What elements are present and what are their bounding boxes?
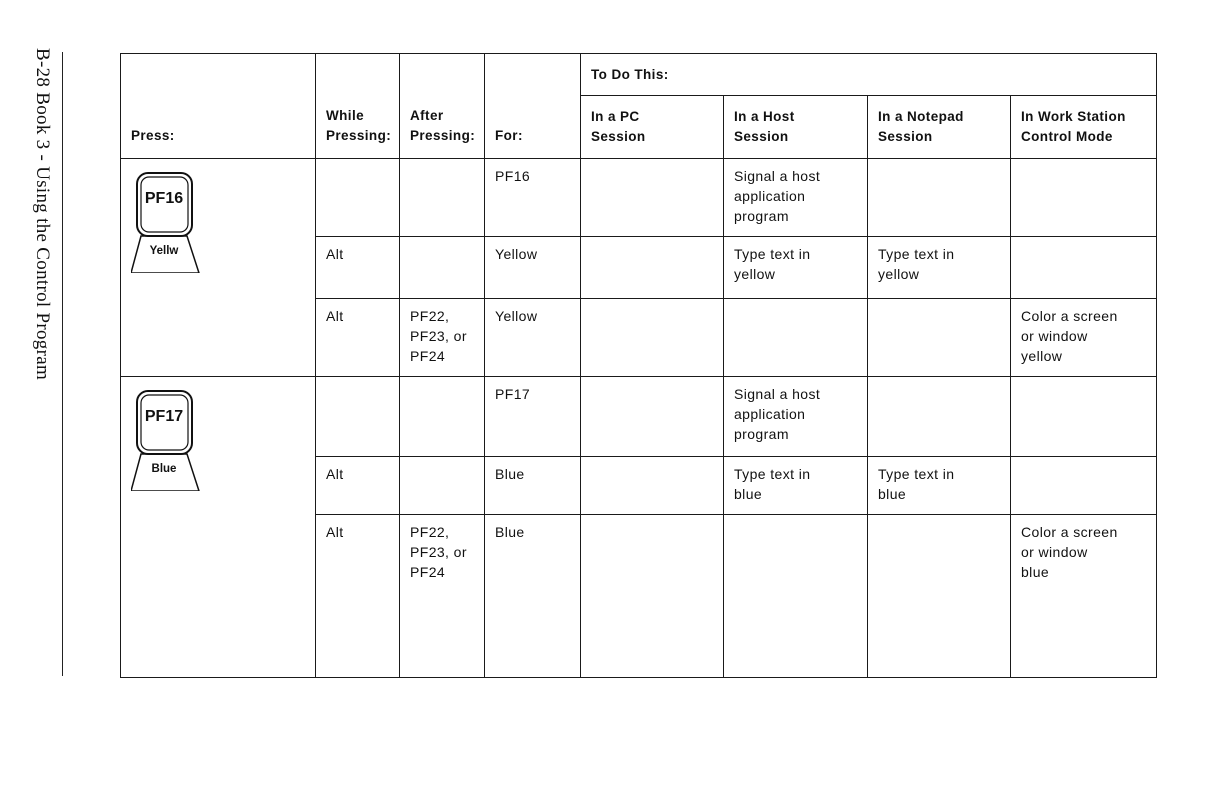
cell-host <box>724 515 868 678</box>
cell-host: Type text in blue <box>724 457 868 515</box>
header-while-pressing: While Pressing: <box>316 54 400 159</box>
cell-while <box>316 159 400 237</box>
cell-after: PF22, PF23, or PF24 <box>400 515 485 678</box>
header-to-do-this: To Do This: <box>581 54 1157 96</box>
pf16-key-color-label: Yellw <box>149 245 179 257</box>
cell-notepad: Type text in blue <box>868 457 1011 515</box>
table-row <box>121 159 1157 237</box>
cell-host: Signal a host application program <box>724 159 868 237</box>
cell-pc <box>581 299 724 377</box>
cell-ws: Color a screen or window yellow <box>1011 299 1157 377</box>
pf17-key-icon <box>131 389 201 491</box>
cell-host: Type text in yellow <box>724 237 868 299</box>
cell-for: Yellow <box>485 299 581 377</box>
cell-while: Alt <box>316 237 400 299</box>
cell-host: Signal a host application program <box>724 377 868 457</box>
running-head <box>22 48 62 568</box>
header-row-1 <box>121 54 1157 96</box>
header-host-session: In a Host Session <box>724 96 868 159</box>
running-head-text: B-28 Book 3 - Using the Control Program <box>32 48 53 381</box>
cell-host <box>724 299 868 377</box>
cell-pc <box>581 377 724 457</box>
cell-pc <box>581 515 724 678</box>
header-pc-session: In a PC Session <box>581 96 724 159</box>
cell-for: Yellow <box>485 237 581 299</box>
header-press: Press: <box>121 54 316 159</box>
cell-for: PF16 <box>485 159 581 237</box>
header-notepad-session: In a Notepad Session <box>868 96 1011 159</box>
cell-ws <box>1011 377 1157 457</box>
cell-pc <box>581 237 724 299</box>
pf17-key-color-label: Blue <box>151 463 177 475</box>
cell-while: Alt <box>316 515 400 678</box>
cell-notepad <box>868 299 1011 377</box>
cell-ws <box>1011 159 1157 237</box>
cell-pc <box>581 159 724 237</box>
cell-after <box>400 159 485 237</box>
cell-after <box>400 377 485 457</box>
header-for: For: <box>485 54 581 159</box>
press-cell-pf17 <box>121 377 316 678</box>
cell-pc <box>581 457 724 515</box>
cell-for: Blue <box>485 515 581 678</box>
pf17-key-label: PF17 <box>144 408 184 425</box>
cell-notepad <box>868 377 1011 457</box>
press-cell-pf16 <box>121 159 316 377</box>
cell-while: Alt <box>316 457 400 515</box>
cell-after <box>400 237 485 299</box>
cell-after: PF22, PF23, or PF24 <box>400 299 485 377</box>
header-after-pressing: After Pressing: <box>400 54 485 159</box>
cell-ws <box>1011 457 1157 515</box>
cell-for: Blue <box>485 457 581 515</box>
cell-ws <box>1011 237 1157 299</box>
cell-notepad: Type text in yellow <box>868 237 1011 299</box>
cell-notepad <box>868 159 1011 237</box>
margin-rule <box>62 52 63 676</box>
header-work-station-mode: In Work Station Control Mode <box>1011 96 1157 159</box>
pf16-key-label: PF16 <box>144 190 184 207</box>
cell-ws: Color a screen or window blue <box>1011 515 1157 678</box>
cell-while: Alt <box>316 299 400 377</box>
table-row <box>121 377 1157 457</box>
cell-for: PF17 <box>485 377 581 457</box>
cell-while <box>316 377 400 457</box>
key-function-table <box>120 53 1157 678</box>
cell-after <box>400 457 485 515</box>
pf16-key-icon <box>131 171 201 273</box>
cell-notepad <box>868 515 1011 678</box>
